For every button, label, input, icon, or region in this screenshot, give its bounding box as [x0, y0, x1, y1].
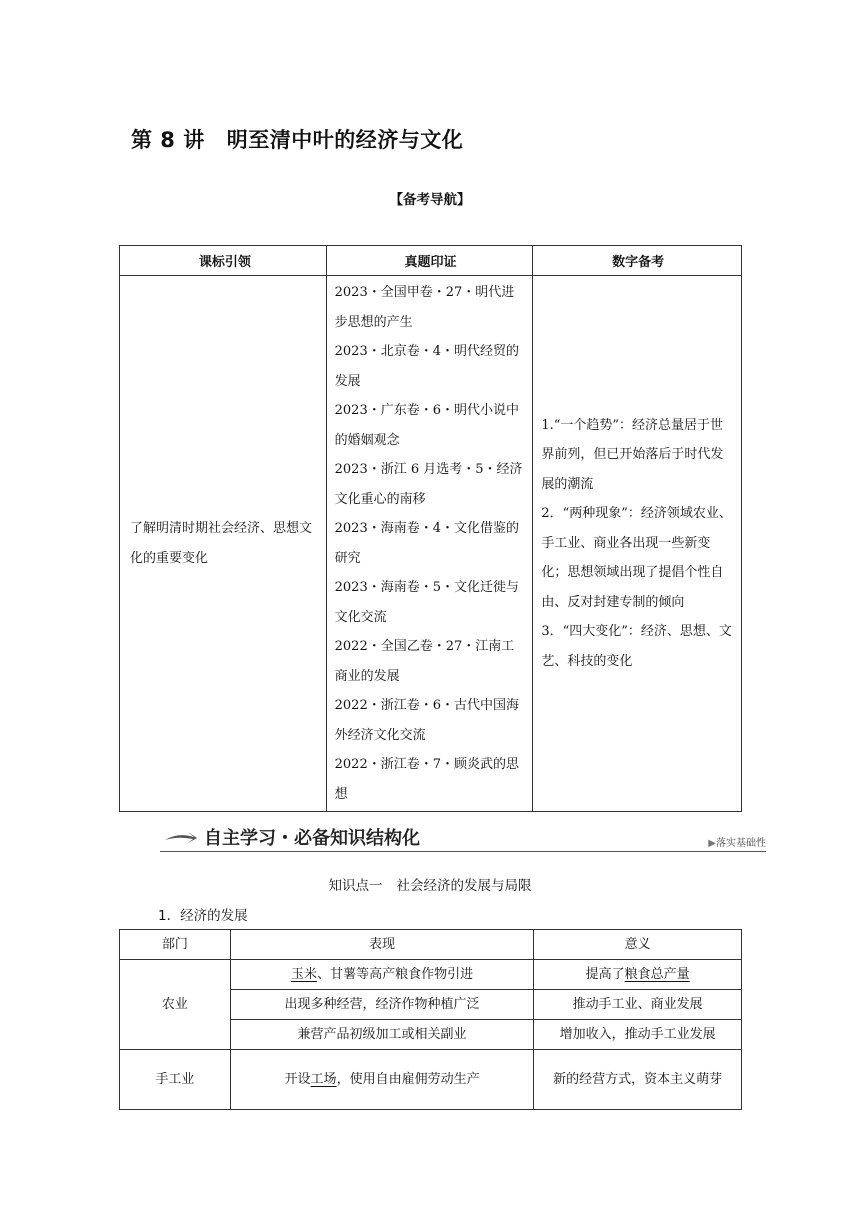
digital-item: 2．“两种现象”：经济领域农业、手工业、商业各出现一些新变化；思想领域出现了提倡个性自由、反对封建专制的倾向 [541, 506, 732, 610]
exam-item: 2023・海南卷・5・文化迁徙与文化交流 [334, 580, 519, 625]
exam-item: 2022・浙江卷・6・古代中国海外经济文化交流 [334, 698, 519, 743]
exam-item: 2023・北京卷・4・明代经贸的发展 [334, 344, 519, 389]
banner-side-label: ▶落实基础性 [708, 838, 766, 849]
exam-item: 2022・浙江卷・7・顾炎武的思想 [334, 757, 519, 802]
lesson-title [131, 124, 463, 154]
guide-header-standard: 课标引领 [120, 246, 327, 276]
significance-cell: 推动手工业、商业发展 [534, 990, 742, 1020]
significance-cell: 增加收入，推动手工业发展 [534, 1020, 742, 1050]
dept-agriculture: 农业 [120, 960, 231, 1050]
significance-cell: 提高了粮食总产量 [534, 960, 742, 990]
dept-handicraft: 手工业 [120, 1050, 231, 1110]
econ-header-performance: 表现 [230, 930, 534, 960]
digital-list-cell [533, 276, 742, 812]
play-triangle-icon: ▶ [708, 838, 716, 849]
exam-item: 2022・全国乙卷・27・江南工商业的发展 [334, 639, 515, 684]
banner-rule [160, 851, 766, 852]
performance-cell: 兼营产品初级加工或相关副业 [230, 1020, 534, 1050]
knowledge-point-heading [0, 874, 860, 894]
guide-table [119, 245, 742, 812]
performance-cell: 出现多种经营，经济作物种植广泛 [230, 990, 534, 1020]
knowledge-point-title: 社会经济的发展与局限 [396, 878, 532, 894]
digital-item: 1.“一个趋势”：经济总量居于世界前列，但已开始落后于时代发展的潮流 [541, 417, 724, 492]
significance-cell: 新的经营方式，资本主义萌芽 [534, 1050, 742, 1110]
guide-header-exams: 真题印证 [326, 246, 533, 276]
exam-list-cell [326, 276, 533, 812]
exam-item: 2023・广东卷・6・明代小说中的婚姻观念 [334, 403, 519, 448]
guide-header-digital: 数字备考 [533, 246, 742, 276]
lecture-number: 第 8 讲 [131, 128, 205, 152]
section-heading: 1．经济的发展 [158, 908, 248, 924]
table-row [120, 1050, 742, 1110]
section-subtitle: 【备考导航】 [389, 192, 471, 208]
standard-cell: 了解明清时期社会经济、思想文化的重要变化 [120, 276, 327, 812]
economy-table [119, 929, 742, 1110]
exam-item: 2023・全国甲卷・27・明代进步思想的产生 [334, 285, 515, 330]
swoosh-arrow-icon [164, 828, 198, 846]
econ-header-significance: 意义 [534, 930, 742, 960]
lecture-topic: 明至清中叶的经济与文化 [226, 128, 464, 152]
performance-cell: 开设工场，使用自由雇佣劳动生产 [230, 1050, 534, 1110]
table-row [120, 960, 742, 990]
econ-header-dept: 部门 [120, 930, 231, 960]
exam-item: 2023・浙江 6 月选考・5・经济文化重心的南移 [334, 462, 523, 507]
digital-item: 3．“四大变化”：经济、思想、文艺、科技的变化 [541, 624, 732, 669]
section-banner [160, 822, 766, 854]
exam-item: 2023・海南卷・4・文化借鉴的研究 [334, 521, 519, 566]
banner-title: 自主学习・必备知识结构化 [204, 828, 420, 849]
knowledge-point-label: 知识点一 [328, 878, 383, 894]
performance-cell: 玉米、甘薯等高产粮食作物引进 [230, 960, 534, 990]
